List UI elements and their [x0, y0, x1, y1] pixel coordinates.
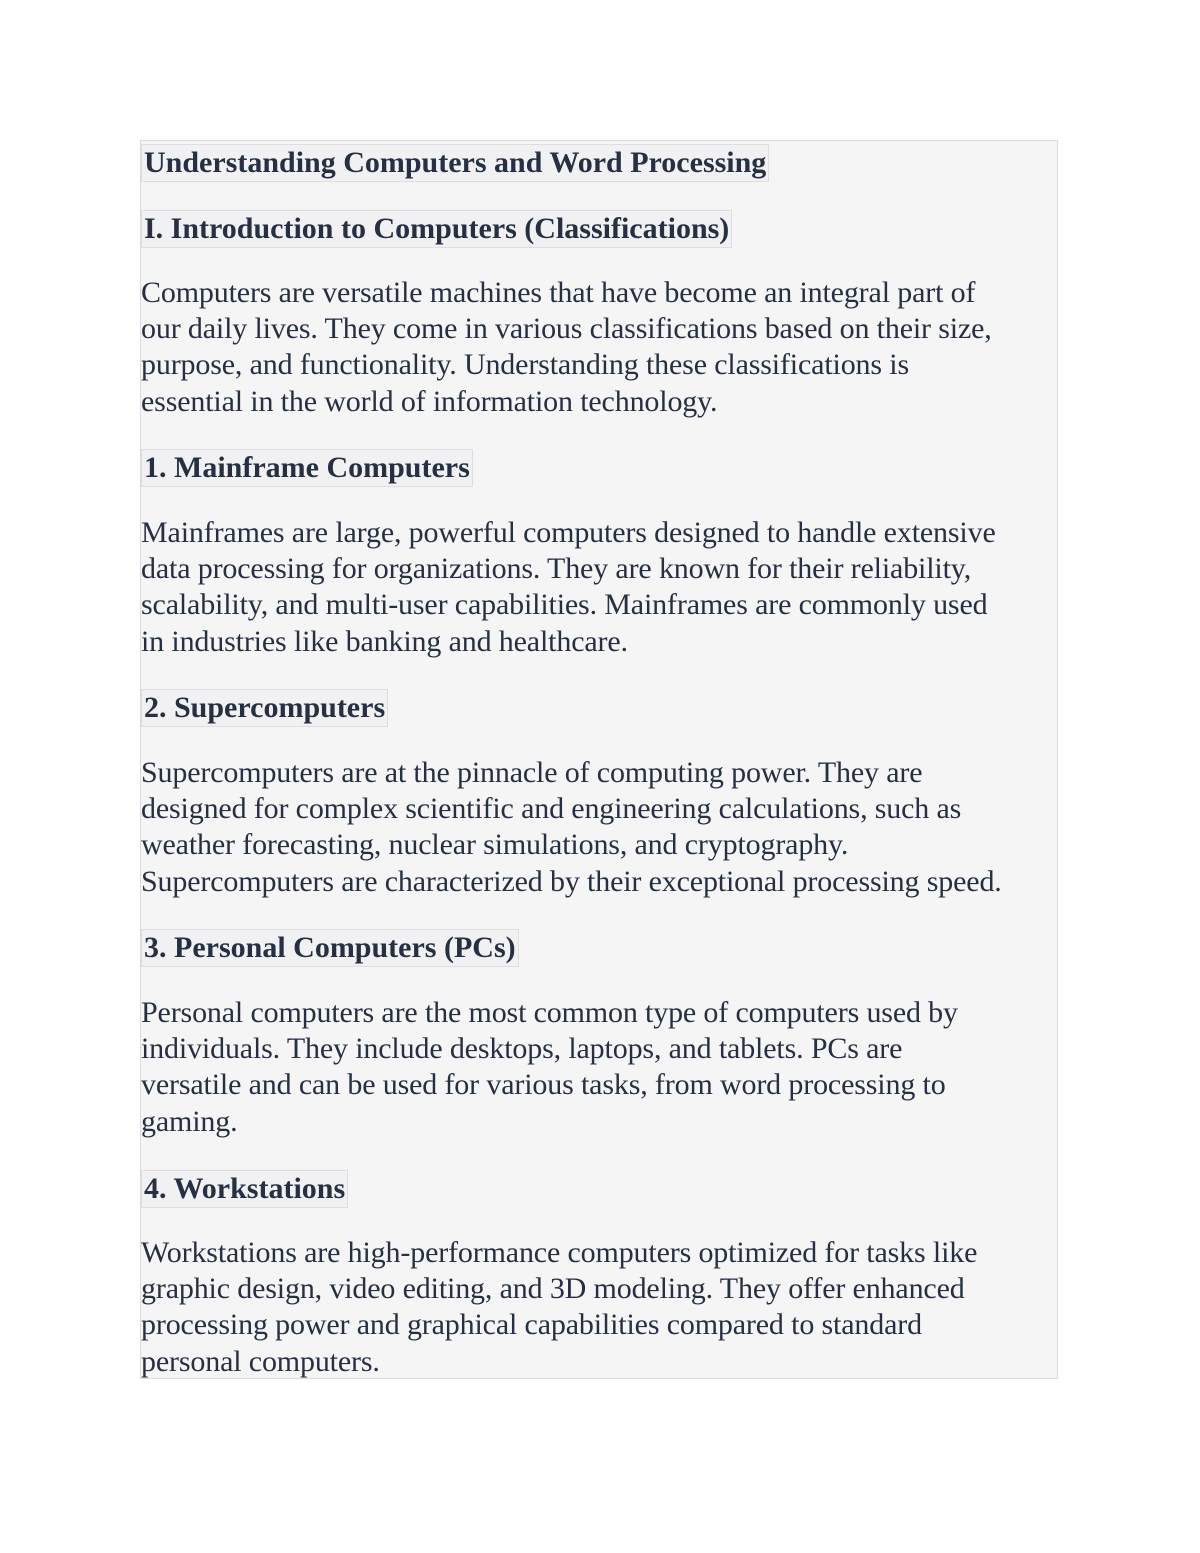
paragraph-supercomputers	[141, 755, 1059, 900]
paragraph-line: in industries like banking and healthcare.	[141, 624, 628, 658]
paragraph-line: gaming.	[141, 1104, 238, 1138]
paragraph-line: personal computers.	[141, 1344, 380, 1378]
subsection-heading-supercomputers: 2. Supercomputers	[141, 689, 388, 727]
paragraph-mainframe	[141, 515, 1059, 660]
subsection-heading-personal-computers: 3. Personal Computers (PCs)	[141, 929, 519, 967]
paragraph-line: versatile and can be used for various tasks, from word processing to	[141, 1068, 946, 1102]
paragraph-line: Workstations are high-performance computers optimized for tasks like	[141, 1236, 978, 1269]
paragraph-workstations	[141, 1235, 1059, 1380]
paragraph-line: data processing for organizations. They are known for their reliability,	[141, 552, 972, 586]
paragraph-line: Mainframes are large, powerful computers designed to handle extensive	[141, 516, 996, 549]
paragraph-line: Supercomputers are at the pinnacle of computing power. They are	[141, 756, 923, 789]
document-content	[140, 140, 1058, 1379]
paragraph-line: designed for complex scientific and engineering calculations, such as	[141, 792, 962, 826]
paragraph-line: our daily lives. They come in various classifications based on their size,	[141, 312, 992, 346]
intro-paragraph	[141, 275, 1059, 420]
paragraph-line: individuals. They include desktops, laptops, and tablets. PCs are	[141, 1032, 903, 1066]
paragraph-line: scalability, and multi-user capabilities. Mainframes are commonly used	[141, 588, 988, 622]
paragraph-line: graphic design, video editing, and 3D modeling. They offer enhanced	[141, 1272, 965, 1306]
subsection-heading-workstations: 4. Workstations	[141, 1170, 348, 1208]
subsection-heading-mainframe: 1. Mainframe Computers	[141, 449, 473, 487]
section-heading: I. Introduction to Computers (Classifications)	[141, 210, 732, 248]
paragraph-line: Computers are versatile machines that have become an integral part of	[141, 276, 976, 309]
paragraph-line: Personal computers are the most common type of computers used by	[141, 996, 958, 1029]
paragraph-personal-computers	[141, 995, 1059, 1140]
paragraph-line: Supercomputers are characterized by their exceptional processing speed.	[141, 864, 1002, 898]
paragraph-line: weather forecasting, nuclear simulations, and cryptography.	[141, 828, 849, 862]
paragraph-line: purpose, and functionality. Understanding these classifications is	[141, 348, 909, 382]
paragraph-line: processing power and graphical capabilities compared to standard	[141, 1308, 922, 1342]
paragraph-line: essential in the world of information technology.	[141, 384, 718, 418]
document-title: Understanding Computers and Word Processing	[141, 144, 769, 182]
